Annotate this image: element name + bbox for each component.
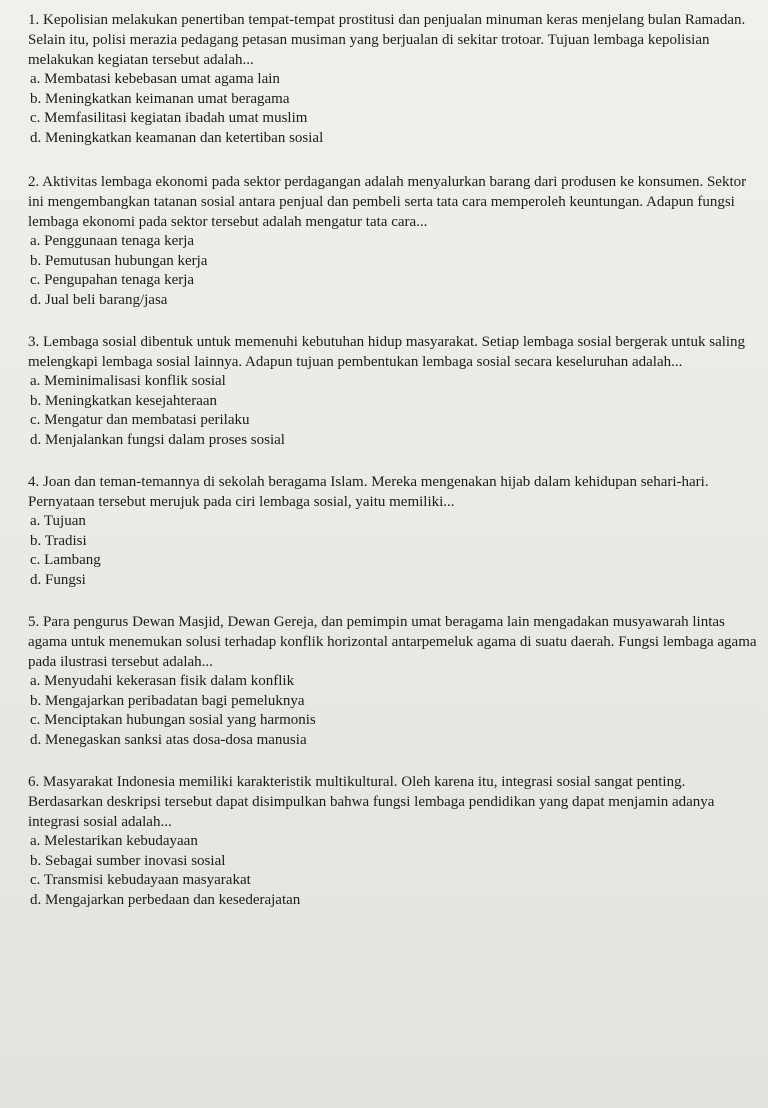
question-stem: 2. Aktivitas lembaga ekonomi pada sektor perdagangan adalah menyalurkan barang dari produsen ke konsumen. Sektor ini mengembangkan tatanan sosial antara penjual dan pembeli serta tata cara memperoleh keuntungan. Adapun fungsi lembaga ekonomi pada sektor tersebut adalah mengatur tata cara... xyxy=(28,174,747,230)
option-b: b. Sebagai sumber inovasi sosial xyxy=(30,852,226,869)
question-list xyxy=(28,10,758,932)
option-d: d. Meningkatkan keamanan dan ketertiban sosial xyxy=(30,129,324,146)
option-b: b. Pemutusan hubungan kerja xyxy=(30,252,208,269)
option-c: c. Lambang xyxy=(30,552,101,568)
option-list xyxy=(28,70,758,148)
question-1 xyxy=(28,10,758,148)
option-list xyxy=(28,372,758,450)
option-a: a. Menyudahi kekerasan fisik dalam konflik xyxy=(30,673,295,689)
question-stem: 3. Lembaga sosial dibentuk untuk memenuhi kebutuhan hidup masyarakat. Setiap lembaga sosial bergerak untuk saling melengkapi lembaga sosial lainnya. Adapun tujuan pembentukan lembaga sosial secara keseluruhan adalah... xyxy=(28,334,746,370)
option-c: c. Menciptakan hubungan sosial yang harmonis xyxy=(30,712,316,728)
question-stem: 6. Masyarakat Indonesia memiliki karakteristik multikultural. Oleh karena itu, integrasi sosial sangat penting. Berdasarkan deskripsi tersebut dapat disimpulkan bahwa fungsi lembaga pendidikan yang dapat menjamin adanya integrasi sosial adalah... xyxy=(28,774,715,830)
question-3 xyxy=(28,332,758,450)
question-6 xyxy=(28,772,758,910)
option-a: a. Penggunaan tenaga kerja xyxy=(30,233,195,249)
question-5 xyxy=(28,612,758,750)
option-d: d. Jual beli barang/jasa xyxy=(30,291,168,308)
option-a: a. Meminimalisasi konflik sosial xyxy=(30,373,226,389)
option-c: c. Mengatur dan membatasi perilaku xyxy=(30,412,250,428)
option-list xyxy=(28,232,758,310)
option-d: d. Fungsi xyxy=(30,571,86,588)
option-b: b. Tradisi xyxy=(30,532,87,549)
option-d: d. Mengajarkan perbedaan dan kesederajatan xyxy=(30,891,301,908)
option-d: d. Menegaskan sanksi atas dosa-dosa manusia xyxy=(30,731,307,748)
option-list xyxy=(28,672,758,750)
option-c: c. Memfasilitasi kegiatan ibadah umat muslim xyxy=(30,110,308,126)
option-a: a. Membatasi kebebasan umat agama lain xyxy=(30,71,280,87)
option-b: b. Meningkatkan keimanan umat beragama xyxy=(30,90,290,107)
option-a: a. Melestarikan kebudayaan xyxy=(30,833,198,849)
option-list xyxy=(28,832,758,910)
option-c: c. Transmisi kebudayaan masyarakat xyxy=(30,872,251,888)
option-b: b. Meningkatkan kesejahteraan xyxy=(30,392,218,409)
question-stem: 4. Joan dan teman-temannya di sekolah beragama Islam. Mereka mengenakan hijab dalam kehidupan sehari-hari. Pernyataan tersebut merujuk pada ciri lembaga sosial, yaitu memiliki... xyxy=(28,474,709,510)
question-stem: 5. Para pengurus Dewan Masjid, Dewan Gereja, dan pemimpin umat beragama lain mengadakan musyawarah lintas agama untuk menemukan solusi terhadap konflik horizontal antarpemeluk agama di suatu daerah. Fungsi lembaga agama pada ilustrasi tersebut adalah... xyxy=(28,614,757,670)
option-list xyxy=(28,512,758,590)
option-d: d. Menjalankan fungsi dalam proses sosial xyxy=(30,431,285,448)
question-stem: 1. Kepolisian melakukan penertiban tempat-tempat prostitusi dan penjualan minuman keras menjelang bulan Ramadan. Selain itu, polisi merazia pedagang petasan musiman yang berjualan di sekitar trotoar. Tujuan lembaga kepolisian melakukan kegiatan tersebut adalah... xyxy=(28,12,746,68)
option-b: b. Mengajarkan peribadatan bagi pemeluknya xyxy=(30,692,305,709)
option-c: c. Pengupahan tenaga kerja xyxy=(30,272,195,288)
question-4 xyxy=(28,472,758,590)
option-a: a. Tujuan xyxy=(30,513,86,529)
question-2 xyxy=(28,172,758,310)
